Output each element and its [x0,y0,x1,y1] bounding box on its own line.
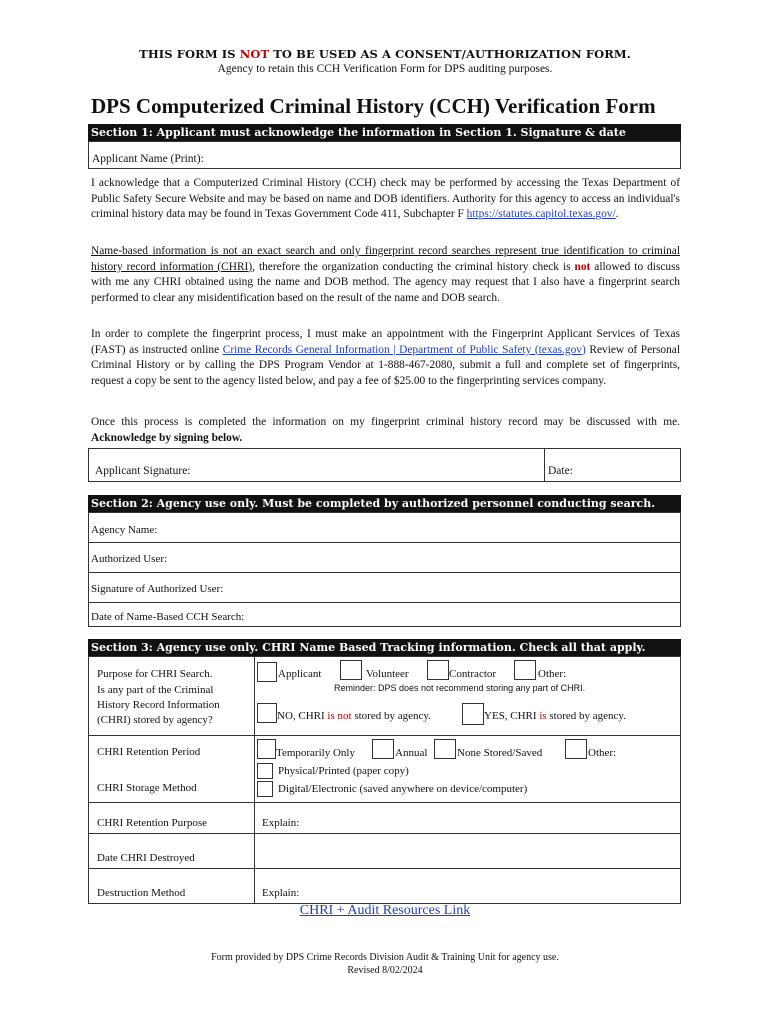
annual-checkbox[interactable] [372,739,394,759]
volunteer-checkbox[interactable] [340,660,362,680]
crime-records-link[interactable]: Crime Records General Information | Department of Public Safety (texas.gov) [222,343,586,356]
applicant-name-field[interactable] [88,141,681,169]
not-emphasis: not [574,260,591,273]
footer-revised: Revised 8/02/2024 [347,965,423,976]
signature-row [88,448,681,482]
annual-option: Annual [395,747,428,759]
date-label[interactable]: Date: [548,465,573,477]
search-date-field[interactable]: Date of Name-Based CCH Search: [91,611,245,623]
notice-not: NOT [239,47,270,61]
no-stored-option: NO, CHRI is not stored by agency. [277,710,431,722]
section2-bar: Section 2: Agency use only. Must be completed by authorized personnel conducting search. [88,495,681,512]
fingerprint-paragraph: In order to complete the fingerprint process, I must make an appointment with the Fingerprint Applicant Services of Texas (FAST) as instructed online Crime Records General Information | Department of Public Safety (texas.gov) Review of Personal Criminal History or by calling the DPS Program Vendor at 1-888-467-2080, submit a full and complete set of fingerprints, request a copy be sent to the agency listed below, and pay a fee of $25.00 to the fingerprinting services company. [91,328,680,387]
footer-provided: Form provided by DPS Crime Records Division Audit & Training Unit for agency use. [211,952,559,963]
retain-note: Agency to retain this CCH Verification Form for DPS auditing purposes. [217,63,553,75]
agency-name-field[interactable]: Agency Name: [91,524,158,536]
explain-destruction-field[interactable]: Explain: [262,887,300,899]
destruction-method-label: Destruction Method [97,887,186,899]
retention-purpose-label: CHRI Retention Purpose [97,817,207,829]
storage-method-label: CHRI Storage Method [97,782,197,794]
name-based-paragraph: Name-based information is not an exact search and only fingerprint record searches represent true identification to criminal history record information (CHRI), therefore the organization conducting the criminal history check is not allowed to discuss with me any CHRI obtained using the name and DOB method. The agency may request that I also have a fingerprint search performed to clear any misidentification based on the result of the name and DOB search. [91,245,680,304]
contractor-option: Contractor [449,668,497,680]
other-retention-checkbox[interactable] [565,739,587,759]
authorized-user-field[interactable]: Authorized User: [91,553,168,565]
applicant-signature-label[interactable]: Applicant Signature: [95,465,191,477]
reminder-note: Reminder: DPS does not recommend storing any part of CHRI. [334,683,586,693]
physical-option: Physical/Printed (paper copy) [278,765,409,777]
no-stored-checkbox[interactable] [257,703,277,723]
once-paragraph: Once this process is completed the information on my fingerprint criminal history record may be discussed with me. Acknowledge by signing below. [91,416,680,444]
retention-period-label: CHRI Retention Period [97,746,201,758]
applicant-option: Applicant [278,668,322,680]
applicant-checkbox[interactable] [257,662,277,682]
none-stored-option: None Stored/Saved [457,747,543,759]
digital-option: Digital/Electronic (saved anywhere on device/computer) [278,783,528,795]
temporarily-option: Temporarily Only [276,747,355,759]
explain-purpose-field[interactable]: Explain: [262,817,300,829]
none-stored-checkbox[interactable] [434,739,456,759]
purpose-label: Purpose for CHRI Search. [97,668,213,680]
temporarily-checkbox[interactable] [257,739,276,759]
date-destroyed-label: Date CHRI Destroyed [97,852,195,864]
consent-notice: THIS FORM IS NOT TO BE USED AS A CONSENT/AUTHORIZATION FORM. [139,47,631,61]
authorized-signature-field[interactable]: Signature of Authorized User: [91,583,224,595]
stored-label: Is any part of the Criminal History Record Information (CHRI) stored by agency? [97,684,220,726]
volunteer-option: Volunteer [366,668,409,680]
yes-stored-checkbox[interactable] [462,703,484,725]
resources-link[interactable]: CHRI + Audit Resources Link [299,903,471,918]
section3-bar: Section 3: Agency use only. CHRI Name Based Tracking information. Check all that apply. [88,639,681,656]
yes-stored-option: YES, CHRI is stored by agency. [484,710,626,722]
other-purpose-checkbox[interactable] [514,660,536,680]
digital-checkbox[interactable] [257,781,273,797]
applicant-name-label: Applicant Name (Print): [92,153,204,165]
agency-fields [88,512,681,627]
acknowledge-paragraph: I acknowledge that a Computerized Criminal History (CCH) check may be performed by accessing the Texas Department of Public Safety Secure Website and may be based on name and DOB identifiers. Authority for this agency to access an individual's criminal history data may be found in Texas Government Code 411, Subchapter F https://statutes.capitol.texas.gov/. [91,177,680,221]
other-retention-option: Other: [588,747,617,759]
statutes-link[interactable]: https://statutes.capitol.texas.gov/ [466,208,616,221]
section1-bar: Section 1: Applicant must acknowledge the information in Section 1. Signature & date required. [88,124,681,141]
physical-checkbox[interactable] [257,763,273,779]
contractor-checkbox[interactable] [427,660,449,680]
page-title: DPS Computerized Criminal History (CCH) Verification Form [91,94,656,118]
other-purpose-option: Other: [538,668,567,680]
